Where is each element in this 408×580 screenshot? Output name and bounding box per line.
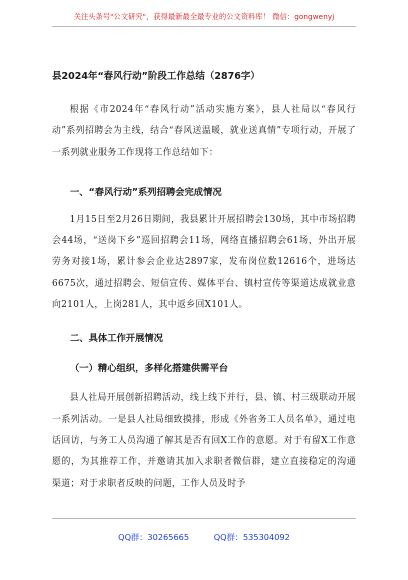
document-title: 县2024年“春风行动”阶段工作总结（2876字） xyxy=(52,71,260,82)
document-body xyxy=(52,32,356,495)
qq-group-2: QQ群：535304092 xyxy=(213,532,290,542)
subsection-1-paragraph: 县人社局开展创新招聘活动，线上线下并行，县、镇、村三级联动开展一系列活动。一是县人社局细致摸排，形成《外省务工人员名单》，通过电话回访，与务工人员沟通了解其是否有回X工作的意愿。对于有留X工作意愿的，为其推荐工作，并邀请其加入求职者微信群，建立直接稳定的沟通渠道；对于求职者反映的问题，工作人员及时予 xyxy=(52,393,356,489)
section-1-paragraph: 1月15日至2月26日期间，我县累计开展招聘会130场，其中市场招聘会44场，“送岗下乡”巡回招聘会11场，网络直播招聘会61场，外出开展劳务对接1场，累计参会企业达2897家，发布岗位数12616个，进场达6675次，通过招聘会、短信宣传、媒体平台、镇村宣传等渠道达成就业意向2101人，上岗281人，其中返乡回X101人。 xyxy=(52,214,356,311)
intro-paragraph: 根据《市2024年“春风行动”活动实施方案》，县人社局以“春风行动”系列招聘会为主线，结合“春风送温暖，就业送真情”专项行动，开展了一系列就业服务工作现将工作总结如下： xyxy=(52,105,356,158)
section-2-heading: 二、具体工作开展情况 xyxy=(70,333,163,345)
subsection-1-heading: （一）精心组织，多样化搭建供需平台 xyxy=(70,363,229,375)
footer-divider xyxy=(52,518,356,519)
section-1-heading: 一、“春风行动”系列招聘会完成情况 xyxy=(70,186,222,198)
header-divider xyxy=(52,26,356,27)
qq-group-1: QQ群：30265665 xyxy=(118,532,190,542)
footer xyxy=(0,532,408,543)
header-banner: 关注头条号"公文研究"，获得最新最全最专业的公文资料库！ 微信：gongwenyj xyxy=(73,12,335,21)
